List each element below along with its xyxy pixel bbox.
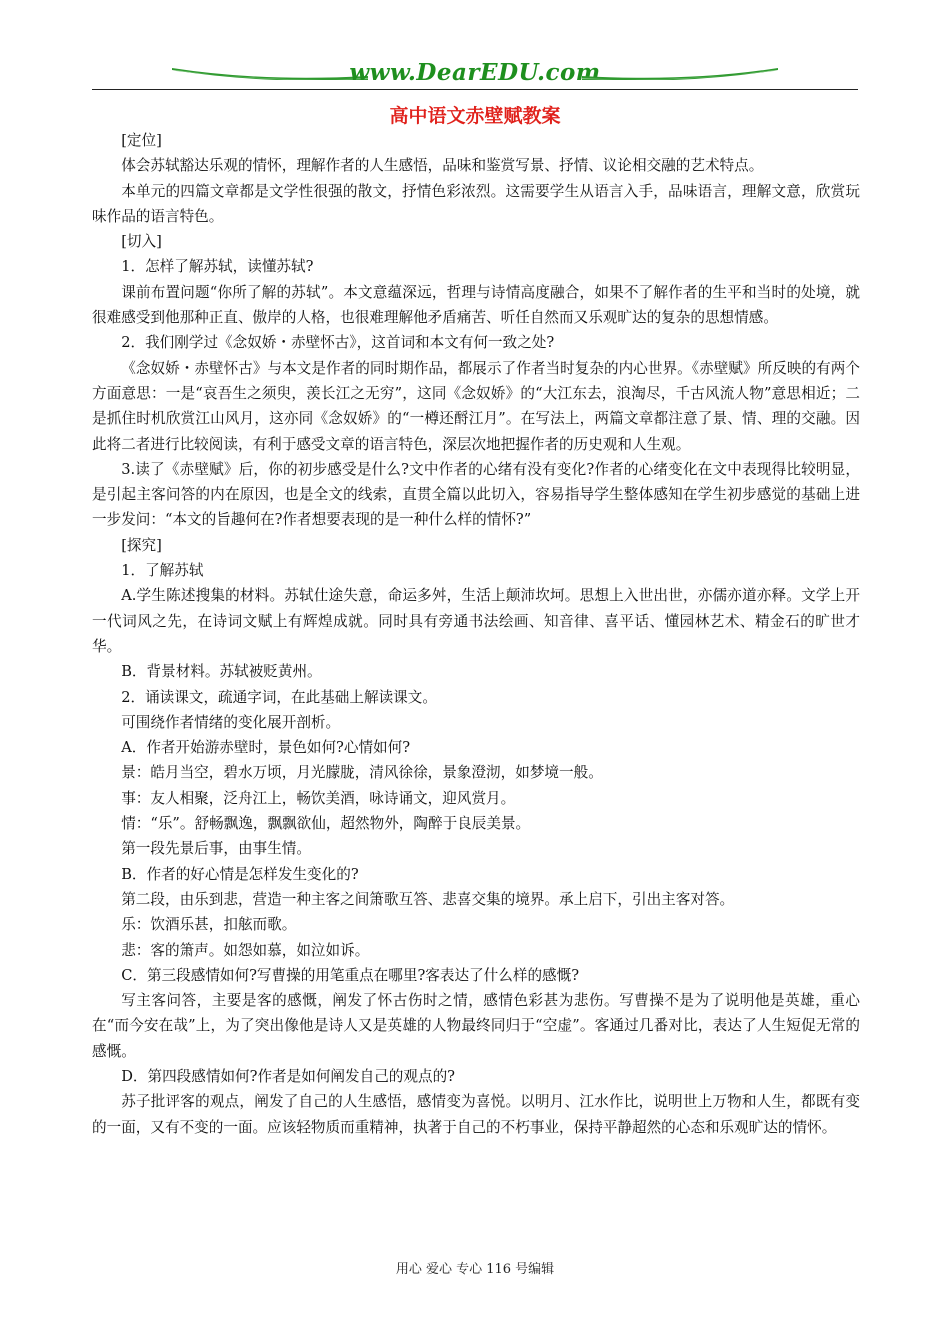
- logo-swoosh-right-icon: [582, 66, 778, 80]
- question: 1．怎样了解苏轼，读懂苏轼?: [121, 258, 314, 276]
- question: 2．诵读课文，疏通字词，在此基础上解读课文。: [121, 688, 437, 706]
- paragraph: 3.读了《赤壁赋》后，你的初步感受是什么?文中作者的心绪有没有变化?作者的心绪变化在文中表现得比较明显，是引起主客问答的内在原因，也是全文的线索，直贯全篇以此切入，容易指导学生整体感知在学生初步感觉的基础上进一步发问：“本文的旨趣何在?作者想要表现的是一种什么样的情怀?”: [92, 460, 860, 529]
- paragraph: 写主客问答，主要是客的感慨，阐发了怀古伤时之情，感情色彩甚为悲伤。写曹操不是为了说明他是英雄，重心在“而今安在哉”上，为了突出像他是诗人又是英雄的人物最终同归于“空虚”。客通过几番对比，表达了人生短促无常的感慨。: [92, 992, 860, 1060]
- paragraph: 乐：饮酒乐甚，扣舷而歌。: [121, 916, 297, 934]
- paragraph: 可围绕作者情绪的变化展开剖析。: [121, 713, 341, 731]
- question: 1．了解苏轼: [121, 562, 204, 580]
- question: D．第四段感情如何?作者是如何阐发自己的观点的?: [121, 1067, 456, 1085]
- document-title: 高中语文赤壁赋教案: [389, 105, 561, 127]
- paragraph: 第一段先景后事，由事生情。: [121, 840, 311, 858]
- paragraph: 本单元的四篇文章都是文学性很强的散文，抒情色彩浓烈。这需要学生从语言入手，品味语言，理解文意，欣赏玩味作品的语言特色。: [92, 182, 860, 225]
- paragraph: 景：皓月当空，碧水万顷，月光朦胧，清风徐徐，景象澄沏，如梦境一般。: [121, 764, 603, 782]
- page-footer: 用心 爱心 专心 116 号编辑: [395, 1262, 555, 1277]
- paragraph: 悲：客的箫声。如怨如慕，如泣如诉。: [121, 941, 370, 959]
- paragraph: 课前布置问题“你所了解的苏轼”。本文意蕴深远，哲理与诗情高度融合，如果不了解作者的生平和当时的处境，就很难感受到他那种正直、傲岸的人格，也很难理解他矛盾痛苦、听任自然而又乐观旷达的复杂的思想情感。: [92, 283, 860, 327]
- document-body: [92, 128, 860, 1140]
- paragraph: 情：“乐”。舒畅飘逸，飘飘欲仙，超然物外，陶醉于良辰美景。: [121, 815, 531, 833]
- question: B．作者的好心情是怎样发生变化的?: [121, 865, 359, 883]
- paragraph: B．背景材料。苏轼被贬黄州。: [121, 663, 322, 681]
- paragraph: 体会苏轼豁达乐观的情怀，理解作者的人生感悟，品味和鉴赏写景、抒情、议论相交融的艺术特点。: [121, 157, 764, 175]
- section-heading: [定位]: [121, 132, 162, 149]
- paragraph: 《念奴娇・赤壁怀古》与本文是作者的同时期作品，都展示了作者当时复杂的内心世界。《赤壁赋》所反映的有两个方面意思：一是“哀吾生之须臾，羡长江之无穷”，这同《念奴娇》的“大江东去，浪淘尽，千古风流人物”意思相近；二是抓住时机欣赏江山风月，这亦同《念奴娇》的“一樽还酹江月”。在写法上，两篇文章都注意了景、情、理的交融。因此将二者进行比较阅读，有利于感受文章的语言特色，深层次地把握作者的历史观和人生观。: [92, 359, 860, 453]
- question: C．第三段感情如何?写曹操的用笔重点在哪里?客表达了什么样的感慨?: [121, 966, 580, 984]
- paragraph: 事：友人相聚，泛舟江上，畅饮美酒，咏诗诵文，迎风赏月。: [121, 789, 516, 807]
- paragraph: 第二段，由乐到悲，营造一种主客之间箫歌互答、悲喜交集的境界。承上启下，引出主客对答。: [121, 890, 735, 908]
- page-header: [92, 58, 858, 90]
- logo-text: www.DearEDU.com: [349, 59, 601, 86]
- paragraph: 苏子批评客的观点，阐发了自己的人生感悟，感情变为喜悦。以明月、江水作比，说明世上万物和人生，都既有变的一面，又有不变的一面。应该轻物质而重精神，执著于自己的不朽事业，保持平静超然的心态和乐观旷达的情怀。: [92, 1093, 860, 1136]
- question: A．作者开始游赤壁时，景色如何?心情如何?: [121, 739, 411, 757]
- section-heading: [探究]: [121, 536, 162, 554]
- question: 2．我们刚学过《念奴娇・赤壁怀古》，这首词和本文有何一致之处?: [121, 334, 555, 352]
- section-heading: [切入]: [121, 233, 162, 251]
- site-logo[interactable]: [172, 58, 778, 88]
- header-divider: [92, 89, 858, 90]
- paragraph: A.学生陈述搜集的材料。苏轼仕途失意，命运多舛，生活上颠沛坎坷。思想上入世出世，亦儒亦道亦释。文学上开一代词风之先，在诗词文赋上有辉煌成就。同时具有旁通书法绘画、知音律、喜平话、懂园林艺术、精金石的旷世才华。: [92, 587, 860, 655]
